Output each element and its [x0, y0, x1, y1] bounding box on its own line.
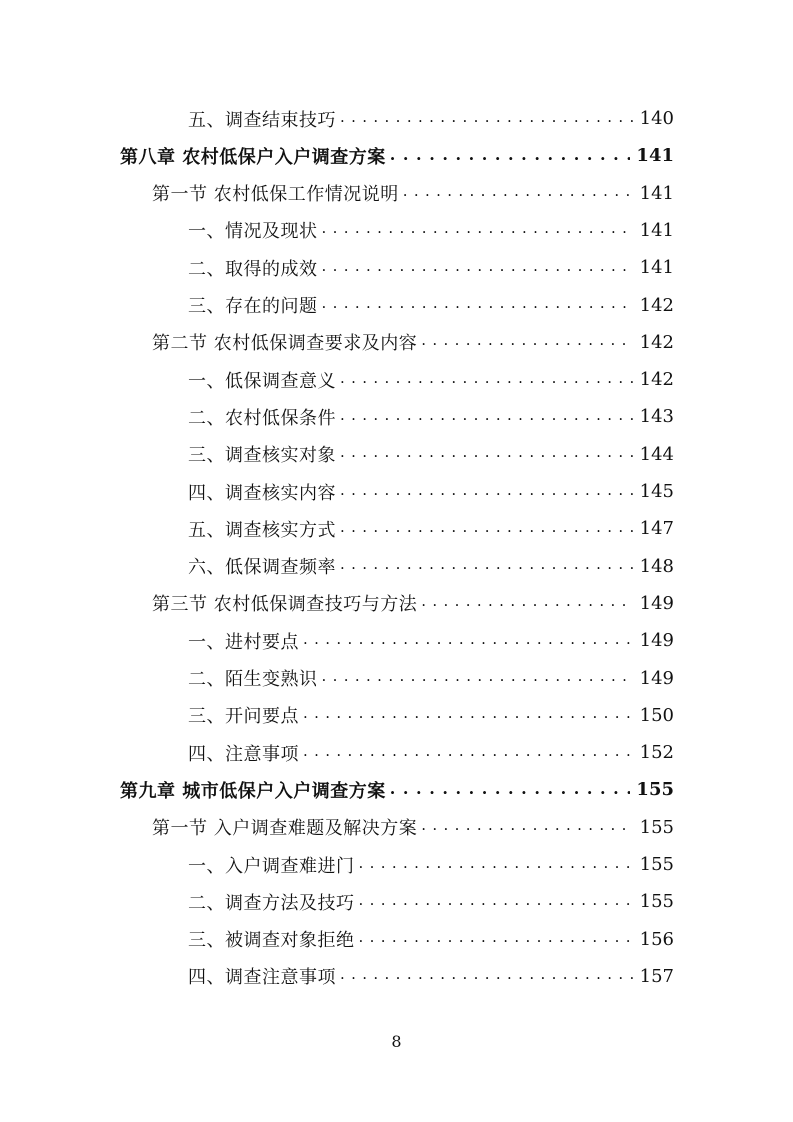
- toc-entry-title: 四、调查核实内容: [188, 482, 336, 504]
- toc-entry-title: 一、低保调查意义: [188, 370, 336, 392]
- toc-entry-page-number: 142: [639, 369, 674, 391]
- toc-entry-page-number: 152: [639, 742, 674, 764]
- toc-subsection-entry[interactable]: [188, 958, 674, 995]
- toc-entry-page-number: 141: [636, 145, 674, 167]
- toc-section-entry[interactable]: [152, 324, 674, 361]
- toc-subsection-entry[interactable]: [188, 510, 674, 547]
- toc-dot-leader: [340, 370, 634, 390]
- toc-entry-title: 三、开问要点: [188, 706, 299, 728]
- toc-chapter-entry[interactable]: [120, 771, 674, 808]
- toc-dot-leader: [359, 929, 634, 949]
- toc-entry-page-number: 149: [639, 592, 674, 614]
- toc-chapter-entry[interactable]: [120, 137, 674, 174]
- toc-dot-leader: [322, 220, 634, 240]
- toc-subsection-entry[interactable]: [188, 846, 674, 883]
- toc-entry-page-number: 149: [639, 667, 674, 689]
- toc-dot-leader: [403, 183, 634, 203]
- toc-entry-title: 五、调查核实方式: [188, 519, 336, 541]
- toc-entry-page-number: 156: [639, 928, 674, 950]
- toc-entry-page-number: 150: [639, 704, 674, 726]
- toc-entry-title: 第八章 农村低保户入户调查方案: [120, 146, 386, 168]
- toc-dot-leader: [421, 593, 633, 613]
- toc-dot-leader: [390, 780, 631, 800]
- toc-dot-leader: [340, 444, 634, 464]
- toc-dot-leader: [340, 407, 634, 427]
- toc-dot-leader: [303, 743, 634, 763]
- toc-entry-title: 四、调查注意事项: [188, 967, 336, 989]
- toc-subsection-entry[interactable]: [188, 660, 674, 697]
- toc-entry-title: 二、取得的成效: [188, 258, 318, 280]
- toc-entry-page-number: 155: [639, 891, 674, 913]
- toc-entry-title: 二、调查方法及技巧: [188, 892, 355, 914]
- toc-dot-leader: [303, 631, 634, 651]
- toc-dot-leader: [359, 892, 634, 912]
- toc-entry-page-number: 145: [639, 481, 674, 502]
- toc-dot-leader: [322, 668, 634, 688]
- toc-subsection-entry[interactable]: [188, 212, 674, 249]
- toc-entry-title: 第三节 农村低保调查技巧与方法: [152, 594, 418, 616]
- toc-entry-title: 第二节 农村低保调查要求及内容: [152, 333, 418, 355]
- toc-dot-leader: [340, 109, 634, 129]
- toc-dot-leader: [340, 482, 634, 502]
- toc-dot-leader: [390, 146, 631, 166]
- toc-entry-page-number: 144: [639, 443, 674, 465]
- toc-dot-leader: [303, 705, 634, 725]
- toc-entry-title: 二、陌生变熟识: [188, 669, 318, 690]
- toc-entry-page-number: 141: [639, 182, 674, 204]
- toc-dot-leader: [340, 556, 634, 576]
- toc-entry-title: 第一节 农村低保工作情况说明: [152, 184, 399, 206]
- toc-entry-title: 一、进村要点: [188, 631, 299, 653]
- toc-subsection-entry[interactable]: [188, 100, 674, 137]
- toc-entry-page-number: 155: [639, 854, 674, 875]
- toc-subsection-entry[interactable]: [188, 473, 674, 510]
- toc-dot-leader: [421, 817, 633, 837]
- toc-entry-page-number: 155: [639, 816, 674, 838]
- toc-entry-title: 二、农村低保条件: [188, 407, 336, 429]
- toc-entry-title: 一、情况及现状: [188, 221, 318, 243]
- toc-dot-leader: [340, 966, 634, 986]
- toc-entry-title: 三、调查核实对象: [188, 445, 336, 467]
- toc-entry-page-number: 148: [639, 555, 674, 577]
- toc-entry-title: 三、存在的问题: [188, 296, 318, 317]
- toc-entry-page-number: 142: [639, 294, 674, 316]
- toc-entry-page-number: 157: [639, 965, 674, 987]
- toc-dot-leader: [421, 332, 633, 352]
- page-number: 8: [391, 1032, 402, 1051]
- toc-subsection-entry[interactable]: [188, 734, 674, 771]
- toc-entry-title: 第一节 入户调查难题及解决方案: [152, 818, 418, 840]
- toc-subsection-entry[interactable]: [188, 398, 674, 435]
- toc-dot-leader: [340, 519, 634, 539]
- toc-entry-page-number: 143: [639, 406, 674, 428]
- toc-entry-page-number: 155: [636, 779, 674, 801]
- toc-dot-leader: [322, 258, 634, 278]
- toc-subsection-entry[interactable]: [188, 249, 674, 286]
- toc-entry-title: 三、被调查对象拒绝: [188, 930, 355, 952]
- toc-section-entry[interactable]: [152, 809, 674, 846]
- toc-subsection-entry[interactable]: [188, 697, 674, 734]
- toc-entry-title: 一、入户调查难进门: [188, 855, 355, 877]
- toc-dot-leader: [359, 855, 634, 875]
- toc-entry-page-number: 141: [639, 219, 674, 241]
- toc-entry-page-number: 141: [639, 257, 674, 279]
- toc-entry-page-number: 142: [639, 331, 674, 353]
- toc-dot-leader: [322, 295, 634, 315]
- toc-entry-title: 四、注意事项: [188, 743, 299, 765]
- toc-subsection-entry[interactable]: [188, 287, 674, 324]
- toc-entry-page-number: 140: [639, 108, 674, 129]
- toc-entry-title: 六、低保调查频率: [188, 557, 336, 579]
- toc-section-entry[interactable]: [152, 585, 674, 622]
- toc-subsection-entry[interactable]: [188, 622, 674, 659]
- toc-entry-title: 第九章 城市低保户入户调查方案: [120, 780, 386, 802]
- toc-subsection-entry[interactable]: [188, 361, 674, 398]
- toc-entry-page-number: 149: [639, 630, 674, 652]
- toc-entry-title: 五、调查结束技巧: [188, 109, 336, 131]
- toc-section-entry[interactable]: [152, 175, 674, 212]
- toc-entry-page-number: 147: [639, 518, 674, 540]
- toc-subsection-entry[interactable]: [188, 921, 674, 958]
- toc-subsection-entry[interactable]: [188, 436, 674, 473]
- toc-subsection-entry[interactable]: [188, 883, 674, 920]
- toc-subsection-entry[interactable]: [188, 548, 674, 585]
